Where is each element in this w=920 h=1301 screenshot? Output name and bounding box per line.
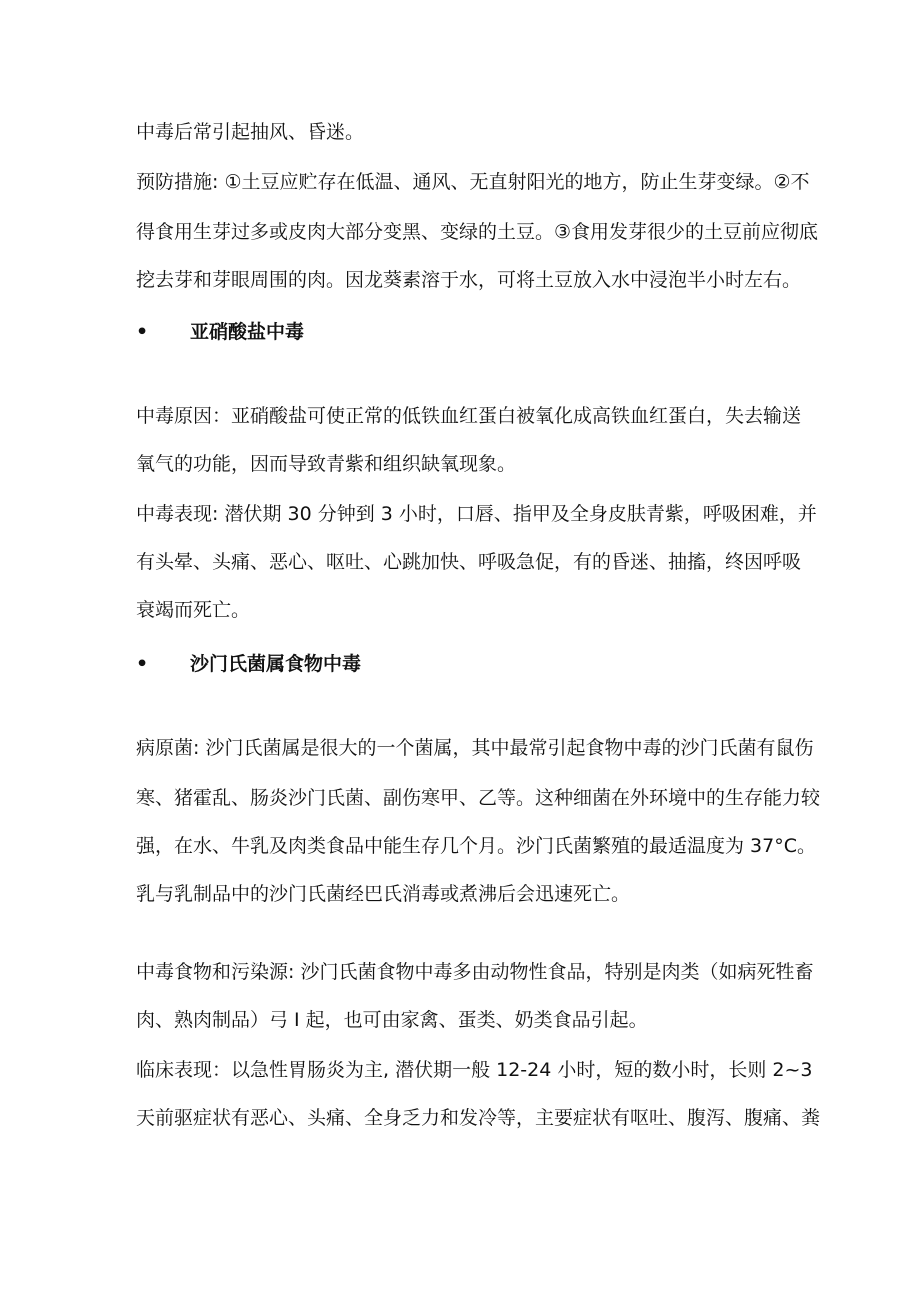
text-line: 临床表现：以急性胃肠炎为主, 潜伏期一般 12-24 小时，短的数小时，长则 2~3: [136, 1059, 813, 1081]
text-line: 中毒后常引起抽风、昏迷。: [136, 121, 365, 143]
text-line: 预防措施: ①土豆应贮存在低温、通风、无直射阳光的地方，防止生芽变绿。②不: [136, 171, 810, 193]
text-line: 天前驱症状有恶心、头痛、全身乏力和发冷等，主要症状有呕吐、腹泻、腹痛、粪: [136, 1107, 821, 1129]
text-line: 乳与乳制品中的沙门氏菌经巴氏消毒或煮沸后会迅速死亡。: [136, 883, 631, 905]
text-line: 强，在水、牛乳及肉类食品中能生存几个月。沙门氏菌繁殖的最适温度为 37°C。: [136, 835, 816, 857]
bullet-icon: •: [136, 321, 149, 343]
text-line: 中毒表现: 潜伏期 30 分钟到 3 小时，口唇、指甲及全身皮肤青紫，呼吸困难，并: [136, 503, 817, 525]
heading-text: 沙门氏菌属食物中毒: [190, 653, 362, 675]
text-line: 挖去芽和芽眼周围的肉。因龙葵素溶于水，可将土豆放入水中浸泡半小时左右。: [136, 269, 802, 291]
section-heading: [136, 652, 361, 676]
section-heading: [136, 320, 304, 344]
text-line: 寒、猪霍乱、肠炎沙门氏菌、副伤寒甲、乙等。这种细菌在外环境中的生存能力较: [136, 787, 821, 809]
text-line: 病原菌: 沙门氏菌属是很大的一个菌属，其中最常引起食物中毒的沙门氏菌有鼠伤: [136, 737, 814, 759]
text-line: 中毒食物和污染源: 沙门氏菌食物中毒多由动物性食品，特别是肉类（如病死牲畜: [136, 961, 814, 983]
heading-text: 亚硝酸盐中毒: [190, 321, 305, 343]
text-line: 中毒原因：亚硝酸盐可使正常的低铁血红蛋白被氧化成高铁血红蛋白，失去输送: [136, 405, 802, 427]
bullet-icon: •: [136, 653, 149, 675]
text-line: 衰竭而死亡。: [136, 599, 251, 621]
text-line: 有头晕、头痛、恶心、呕吐、心跳加快、呼吸急促，有的昏迷、抽搐，终因呼吸: [136, 551, 802, 573]
text-line: 氧气的功能，因而导致青紫和组织缺氧现象。: [136, 453, 517, 475]
text-line: 得食用生芽过多或皮肉大部分变黑、变绿的土豆。③食用发芽很少的土豆前应彻底: [136, 221, 819, 243]
text-line: 肉、熟肉制品）弓 I 起，也可由家禽、蛋类、奶类食品引起。: [136, 1009, 648, 1031]
